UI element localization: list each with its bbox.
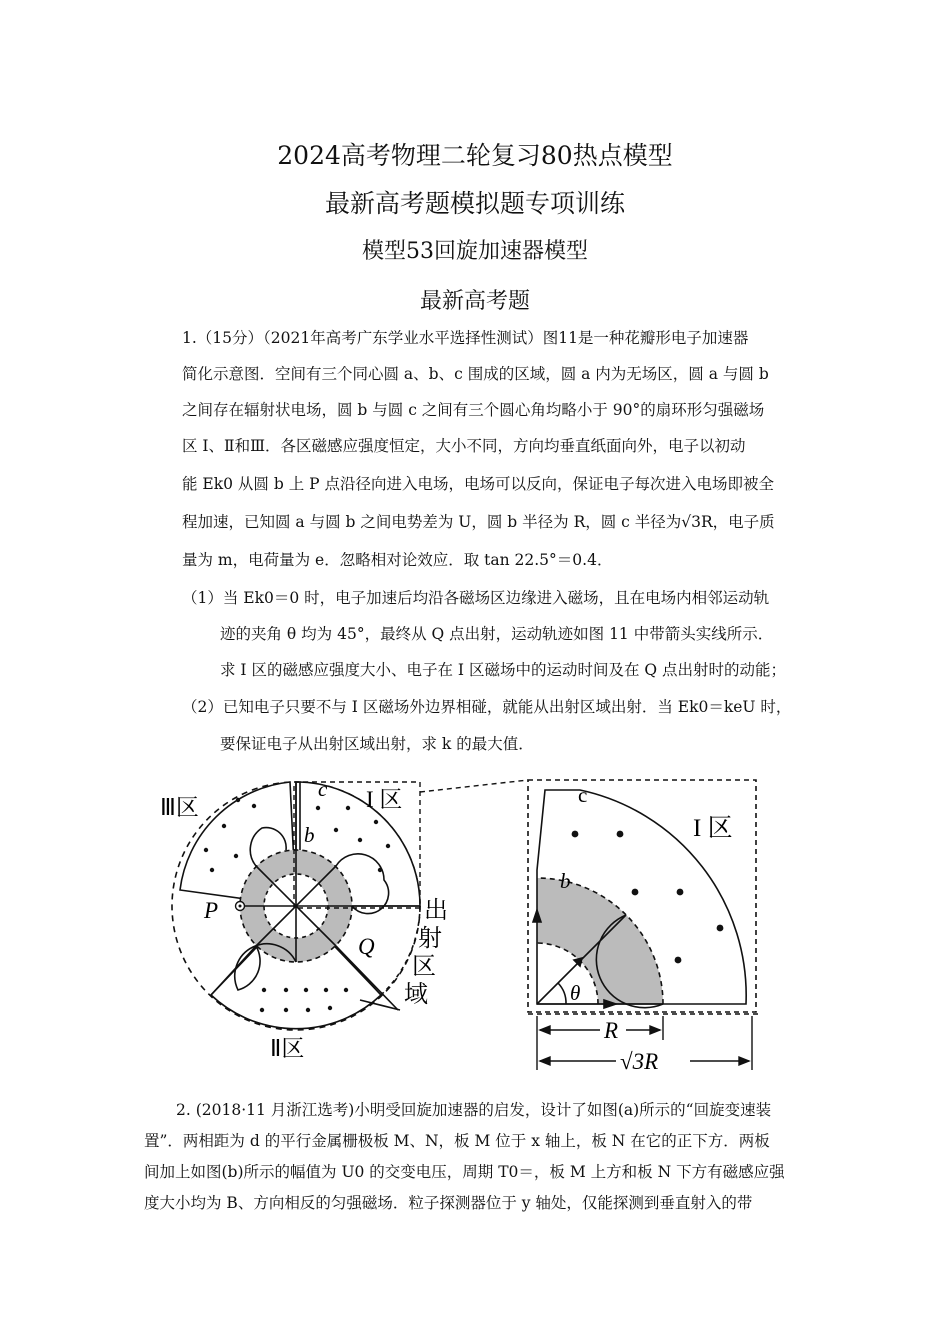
q1-part1-line: 求 I 区的磁感应强度大小、电子在 I 区磁场中的运动时间及在 Q 点出射时的动能；	[220, 661, 787, 679]
exit-label-3: 区	[412, 954, 436, 980]
zone-III-label: Ⅲ区	[160, 795, 199, 820]
q2-line: 度大小均为 B、方向相反的匀强磁场．粒子探测器位于 y 轴处，仅能探测到垂直射入的带	[144, 1194, 753, 1212]
zone-II-label: Ⅱ区	[270, 1036, 305, 1061]
zoom-label-b: b	[560, 869, 571, 893]
exit-label-2: 射	[418, 926, 442, 952]
q1-part2-line: （2）已知电子只要不与 I 区磁场外边界相碰，就能从出射区域出射．当 Ek0＝keU 时，	[182, 698, 792, 716]
q1-line: 能 Ek0 从圆 b 上 P 点沿径向进入电场，电场可以反向，保证电子每次进入电场即被全	[182, 475, 774, 493]
q2-line: 置”．两相距为 d 的平行金属栅极板 M、N，板 M 位于 x 轴上，板 N 在它的正下方．两板	[144, 1132, 770, 1150]
q2-line: 间加上如图(b)所示的幅值为 U0 的交变电压，周期 T0＝，板 M 上方和板 N 下方有磁感应强	[144, 1163, 785, 1181]
exit-label-4: 域	[404, 982, 428, 1008]
q1-part1-line: （1）当 Ek0＝0 时，电子加速后均沿各磁场区边缘进入磁场，且在电场内相邻运动轨	[182, 589, 770, 607]
q1-line: 之间存在辐射状电场，圆 b 与圆 c 之间有三个圆心角均略小于 90°的扇环形匀强磁场	[182, 401, 765, 419]
q1-line: 量为 m，电荷量为 e．忽略相对论效应．取 tan 22.5°＝0.4．	[182, 551, 613, 569]
section-heading: 最新高考题	[419, 289, 530, 314]
label-c: c	[318, 777, 328, 801]
q1-line: 区 I、Ⅱ和Ⅲ．各区磁感应强度恒定，大小不同，方向均垂直纸面向外，电子以初动	[182, 437, 746, 455]
model-title: 模型53回旋加速器模型	[362, 239, 588, 264]
zone-I-label: I 区	[366, 787, 403, 812]
label-Q: Q	[358, 934, 375, 959]
label-theta: θ	[570, 981, 581, 1005]
label-b: b	[304, 823, 315, 847]
q1-part2-line: 要保证电子从出射区域出射，求 k 的最大值．	[220, 735, 534, 753]
zoom-zone-I-label: I 区	[693, 815, 733, 842]
label-P: P	[204, 898, 219, 923]
q1-part1-line: 迹的夹角 θ 均为 45°，最终从 Q 点出射，运动轨迹如图 11 中带箭头实线所示．	[220, 625, 774, 643]
doc-subtitle: 最新高考题模拟题专项训练	[324, 189, 625, 218]
figure-11	[0, 770, 950, 1090]
doc-title: 2024高考物理二轮复习80热点模型	[277, 141, 673, 170]
exit-label-1: 出	[424, 898, 448, 924]
dim-sqrt3R: √3R	[620, 1049, 659, 1074]
dim-R: R	[604, 1018, 619, 1043]
q1-line: 程加速，已知圆 a 与圆 b 之间电势差为 U，圆 b 半径为 R，圆 c 半径为√3R，电子质	[182, 513, 775, 531]
q1-line: 1.（15分）（2021年高考广东学业水平选择性测试）图11是一种花瓣形电子加速器	[182, 329, 749, 347]
zoom-label-c: c	[578, 783, 588, 807]
q2-line: 2. (2018·11 月浙江选考)小明受回旋加速器的启发，设计了如图(a)所示的“回旋变速装	[176, 1101, 772, 1119]
q1-line: 简化示意图．空间有三个同心圆 a、b、c 围成的区域，圆 a 内为无场区，圆 a 与圆 b	[182, 365, 769, 383]
